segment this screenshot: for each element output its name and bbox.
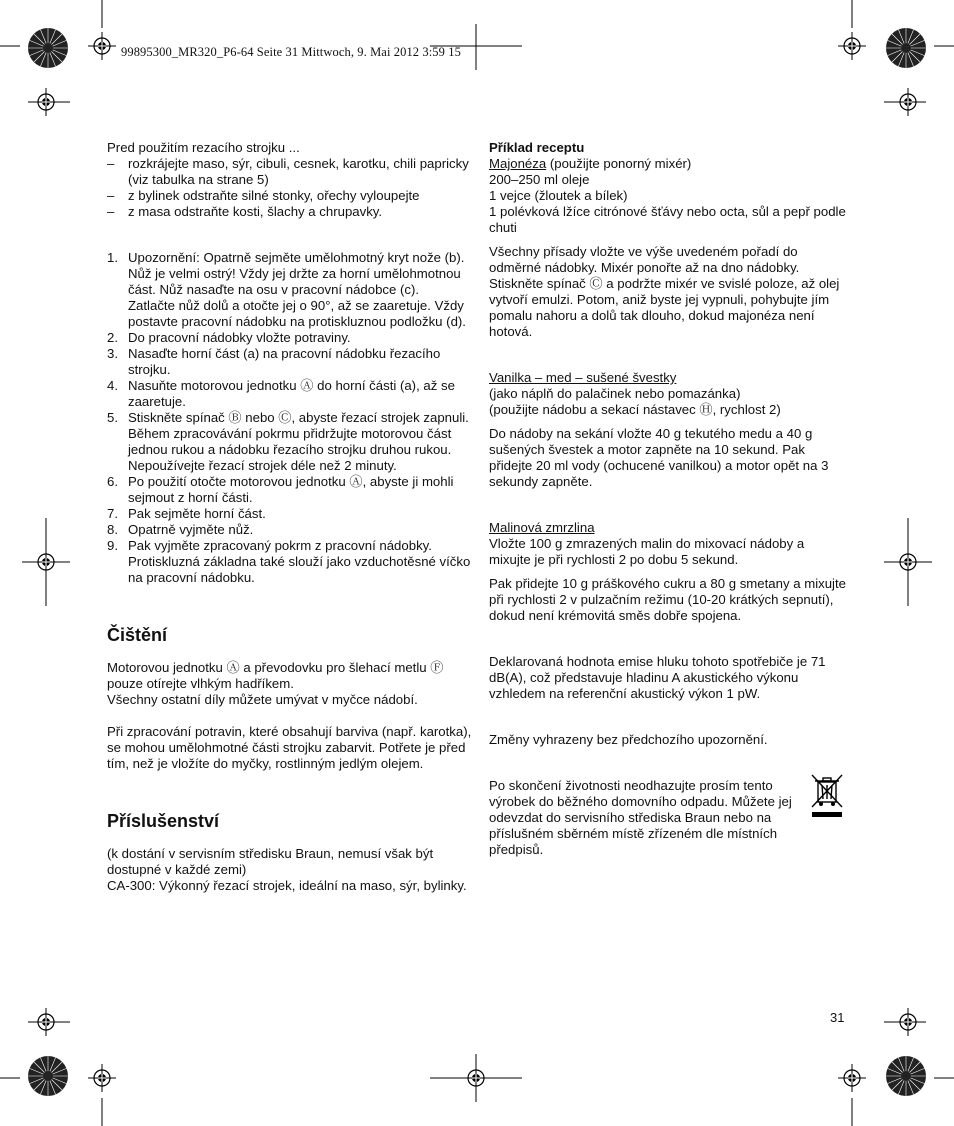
print-header: 99895300_MR320_P6-64 Seite 31 Mittwoch, 9. Mai 2012 3:59 15 [121, 45, 461, 59]
crossed-bin-icon [809, 772, 845, 820]
step-item: 4. Nasuňte motorovou jednotku Ⓐ do horní části (a), až se zaaretuje. [107, 378, 455, 409]
recipe-method: Do nádoby na sekání vložte 40 g tekutého medu a 40 g sušených švestek a motor zapněte na 10 sekund. Pak přidejte 20 ml vody (ochucené vanilkou) a motor opět na 3 sekundy zapněte. [489, 426, 829, 489]
step-item: 8. Opatrně vyjměte nůž. [107, 522, 254, 537]
recipe-method: Pak přidejte 10 g práškového cukru a 80 g smetany a mixujte při rychlosti 2 v pulzačním režimu (10-20 krátkých sepnutí), dokud není krémovitá směs dobře spojena. [489, 576, 846, 623]
right-column [489, 140, 849, 858]
ingredient-line: 1 vejce (žloutek a bílek) [489, 188, 628, 203]
accessories-text: (k dostání v servisním středisku Braun, nemusí však být dostupné v každé zemi) [107, 846, 434, 877]
noise-statement: Deklarovaná hodnota emise hluku tohoto spotřebiče je 71 dB(A), což představuje hladinu A akustického výkonu vzhledem na referenční akustický výkon 1 pW. [489, 654, 826, 701]
steps-list [107, 250, 472, 586]
step-item: 1. Upozornění: Opatrně sejměte umělohmotný kryt nože (b). Nůž je velmi ostrý! Vždy jej držte za horní umělohmotnou část. Nůž nasaďte na osu v pracovní nádobce (c). Zatlačte nůž dolů a otočte jej o 90°, až se zaaretuje. Vždy postavte pracovní nádobku na protiskluznou podložku (d). [107, 250, 466, 329]
recipe-method: Všechny přísady vložte ve výše uvedeném pořadí do odměrné nádobky. Mixér ponořte až na dno nádobky. Stiskněte spínač Ⓒ a podržte mixér ve svislé poloze, až olej vytvoří emulzi. Potom, aniž byste jej vypnuli, pohybujte jím pomalu nahoru a dolů tak dlouho, dokud majonéza není hotová. [489, 244, 840, 339]
step-item: 2. Do pracovní nádobky vložte potraviny. [107, 330, 351, 345]
cleaning-text: Při zpracování potravin, které obsahují barviva (např. karotka), se mohou umělohmotné části strojku zabarvit. Potřete je před tím, než je vložíte do myčky, rostlinným jedlým olejem. [107, 724, 472, 771]
recipe-name: Malinová zmrzlina [489, 520, 595, 535]
step-item: 9. Pak vyjměte zpracovaný pokrm z pracovní nádobky. Protiskluzná základna také slouží jako vzduchotěsné víčko na pracovní nádobku. [107, 538, 471, 585]
page-number: 31 [830, 1010, 845, 1025]
recipe-name: Vanilka – med – sušené švestky [489, 370, 677, 385]
recipe-title: Příklad receptu [489, 140, 585, 155]
ingredient-line: 1 polévková lžíce citrónové šťávy nebo octa, sůl a pepř podle chuti [489, 204, 846, 235]
step-item: 3. Nasaďte horní část (a) na pracovní nádobku řezacího strojku. [107, 346, 441, 377]
list-item: – z bylinek odstraňte silné stonky, ořechy vyloupejte [107, 188, 420, 203]
recipe-note: (použijte nádobu a sekací nástavec Ⓗ, rychlost 2) [489, 402, 781, 417]
recipe-note: (jako náplň do palačinek nebo pomazánka) [489, 386, 741, 401]
cleaning-heading: Čištění [107, 625, 168, 645]
step-item: 5. Stiskněte spínač Ⓑ nebo Ⓒ, abyste řezací strojek zapnuli. Během zpracovávání pokrmu přidržujte motorovou část jednou rukou a nádobku řezacího strojku druhou rukou. Nepoužívejte řezací strojek déle než 2 minuty. [107, 410, 469, 473]
step-item: 7. Pak sejměte horní část. [107, 506, 266, 521]
cleaning-text: Motorovou jednotku Ⓐ a převodovku pro šlehací metlu Ⓕ pouze otírejte vlhkým hadříkem. [107, 660, 444, 691]
list-item: – rozkrájejte maso, sýr, cibuli, cesnek, karotku, chili papricky (viz tabulka na strane 5) [107, 156, 469, 187]
ingredient-line: 200–250 ml oleje [489, 172, 590, 187]
step-item: 6. Po použití otočte motorovou jednotku Ⓐ, abyste ji mohli sejmout z horní části. [107, 474, 454, 505]
left-column [107, 140, 472, 894]
changes-statement: Změny vyhrazeny bez předchozího upozornění. [489, 732, 768, 747]
accessories-text: CA-300: Výkonný řezací strojek, ideální na maso, sýr, bylinky. [107, 878, 467, 893]
prep-list [107, 156, 472, 220]
recipe-method: Vložte 100 g zmrazených malin do mixovací nádoby a mixujte je při rychlosti 2 po dobu 5 sekund. [489, 536, 805, 567]
recipe-name: Majonéza (použijte ponorný mixér) [489, 156, 692, 171]
disposal-section [489, 778, 849, 858]
list-item: – z masa odstraňte kosti, šlachy a chrupavky. [107, 204, 383, 219]
prep-intro: Pred použitím rezacího strojku ... [107, 140, 300, 155]
accessories-heading: Příslušenství [107, 811, 220, 831]
cleaning-text: Všechny ostatní díly můžete umývat v myčce nádobí. [107, 692, 418, 707]
disposal-statement: Po skončení životnosti neodhazujte prosím tento výrobek do běžného domovního odpadu. Můžete jej odevzdat do servisního střediska Braun nebo na příslušném sběrném místě zřízeném dle místních předpisů. [489, 778, 792, 857]
